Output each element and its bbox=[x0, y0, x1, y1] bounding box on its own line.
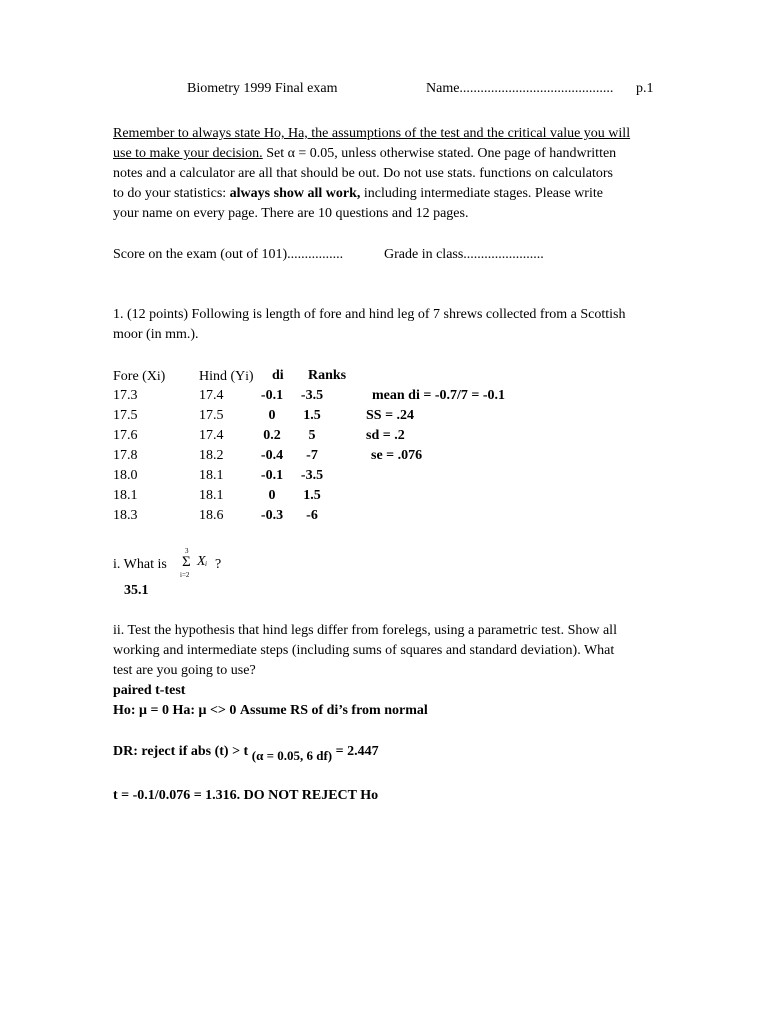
part-ii-line-3: test are you going to use? bbox=[113, 663, 256, 678]
decision-rule-text: DR: reject if abs (t) > t bbox=[113, 744, 249, 759]
cell-ranks: -3.5 bbox=[300, 388, 324, 403]
cell-ranks: -3.5 bbox=[300, 468, 324, 483]
cell-hind: 18.2 bbox=[199, 448, 224, 463]
answer-hypotheses: Ho: μ = 0 Ha: μ <> 0 Assume RS of di’s from normal bbox=[113, 703, 428, 718]
stat-ss: SS = .24 bbox=[366, 408, 415, 423]
instructions-line-2 bbox=[113, 144, 616, 164]
cell-ranks: -7 bbox=[306, 448, 318, 463]
cell-fore: 17.8 bbox=[113, 448, 138, 463]
header-di: di bbox=[272, 368, 284, 383]
instructions-line-3: notes and a calculator are all that should be out. Do not use stats. functions on calculators bbox=[113, 166, 613, 181]
header-fore-label: Fore (X bbox=[113, 369, 157, 384]
name-field: Name............................................ bbox=[426, 81, 614, 96]
cell-hind: 17.5 bbox=[199, 408, 224, 423]
cell-di: -0.1 bbox=[260, 388, 284, 403]
instructions-alpha: Set α = 0.05, unless otherwise stated. One page of handwritten bbox=[262, 146, 617, 161]
part-i-question: i. What is bbox=[113, 557, 167, 572]
q1-intro-line-1: 1. (12 points) Following is length of fore and hind leg of 7 shrews collected from a Scottish bbox=[113, 307, 626, 322]
instructions-underlined: use to make your decision. bbox=[113, 146, 263, 161]
cell-fore: 18.3 bbox=[113, 508, 138, 523]
cell-di: -0.3 bbox=[260, 508, 284, 523]
page-number: p.1 bbox=[636, 81, 654, 96]
cell-fore: 17.5 bbox=[113, 408, 138, 423]
header-fore bbox=[113, 366, 165, 387]
header-fore-close: ) bbox=[160, 369, 166, 384]
cell-hind: 17.4 bbox=[199, 388, 224, 403]
part-ii-line-1: ii. Test the hypothesis that hind legs differ from forelegs, using a parametric test. Show all bbox=[113, 623, 617, 638]
sigma-symbol: Σ bbox=[182, 554, 191, 570]
sum-variable: X bbox=[197, 554, 206, 569]
instructions-line-4-post: including intermediate stages. Please write bbox=[360, 186, 603, 201]
decision-rule-critical-value: = 2.447 bbox=[335, 744, 379, 759]
header-hind-subscript: i bbox=[245, 368, 249, 383]
cell-hind: 18.1 bbox=[199, 488, 224, 503]
part-i-answer: 35.1 bbox=[124, 583, 149, 598]
cell-di: -0.1 bbox=[260, 468, 284, 483]
cell-ranks: 5 bbox=[308, 428, 316, 443]
exam-title: Biometry 1999 Final exam bbox=[187, 81, 338, 96]
cell-fore: 18.0 bbox=[113, 468, 138, 483]
score-field: Score on the exam (out of 101)................ bbox=[113, 247, 344, 262]
test-result: t = -0.1/0.076 = 1.316. DO NOT REJECT Ho bbox=[113, 788, 379, 803]
cell-fore: 17.6 bbox=[113, 428, 138, 443]
grade-field: Grade in class....................... bbox=[384, 247, 544, 262]
summation-expression bbox=[180, 547, 210, 583]
instructions-line-4-pre: to do your statistics: bbox=[113, 186, 230, 201]
cell-di: 0 bbox=[268, 408, 276, 423]
header-hind bbox=[199, 366, 254, 387]
sum-upper-limit: 3 bbox=[185, 547, 189, 555]
sum-variable-subscript: i bbox=[205, 560, 207, 568]
cell-ranks: 1.5 bbox=[303, 488, 321, 503]
cell-ranks: -6 bbox=[306, 508, 318, 523]
cell-ranks: 1.5 bbox=[303, 408, 321, 423]
cell-hind: 17.4 bbox=[199, 428, 224, 443]
answer-test-type: paired t-test bbox=[113, 683, 186, 698]
part-i-question-mark: ? bbox=[215, 557, 222, 572]
header-hind-close: ) bbox=[248, 369, 254, 384]
instructions-line-4 bbox=[113, 184, 603, 204]
instructions-line-1: Remember to always state Ho, Ha, the assumptions of the test and the critical value you will bbox=[113, 126, 631, 141]
q1-intro-line-2: moor (in mm.). bbox=[113, 327, 199, 342]
stat-se: se = .076 bbox=[371, 448, 423, 463]
cell-fore: 17.3 bbox=[113, 388, 138, 403]
cell-fore: 18.1 bbox=[113, 488, 138, 503]
cell-di: -0.4 bbox=[260, 448, 284, 463]
sum-lower-limit: i=2 bbox=[180, 571, 190, 579]
header-fore-subscript: i bbox=[156, 368, 161, 383]
part-ii-line-2: working and intermediate steps (including sums of squares and standard deviation). What bbox=[113, 643, 615, 658]
decision-rule-subscript: (α = 0.05, 6 df) bbox=[251, 748, 333, 763]
cell-di: 0 bbox=[268, 488, 276, 503]
decision-rule bbox=[113, 741, 379, 762]
stat-mean: mean di = -0.7/7 = -0.1 bbox=[372, 388, 506, 403]
stat-sd: sd = .2 bbox=[366, 428, 405, 443]
cell-di: 0.2 bbox=[263, 428, 281, 443]
header-ranks: Ranks bbox=[308, 368, 347, 383]
cell-hind: 18.1 bbox=[199, 468, 224, 483]
cell-hind: 18.6 bbox=[199, 508, 224, 523]
instructions-bold: always show all work, bbox=[229, 186, 361, 201]
instructions-line-5: your name on every page. There are 10 questions and 12 pages. bbox=[113, 206, 469, 221]
header-hind-label: Hind (Y bbox=[199, 369, 246, 384]
